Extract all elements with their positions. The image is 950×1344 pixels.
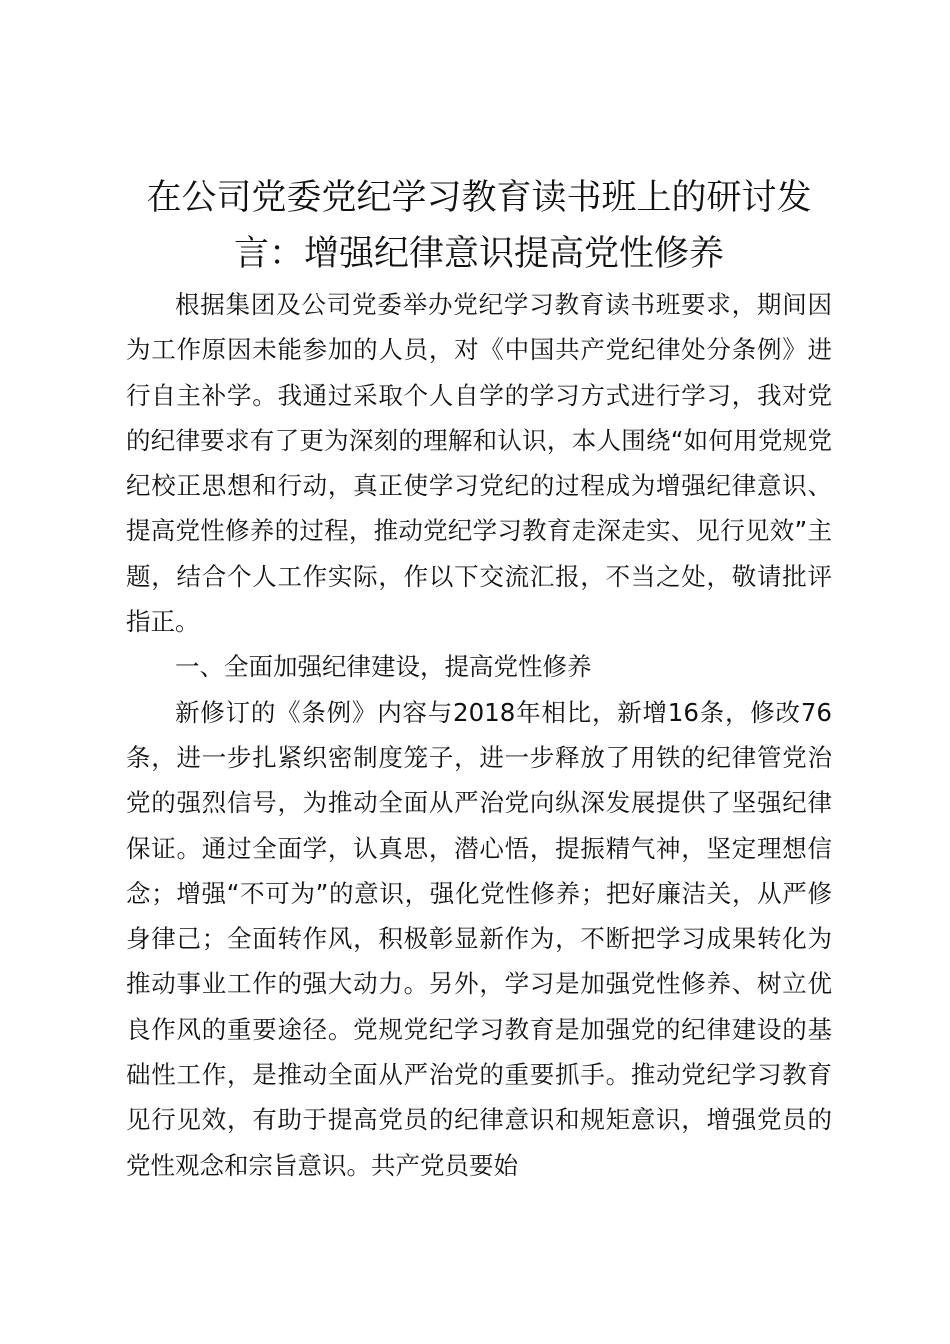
paragraph-intro: 根据集团及公司党委举办党纪学习教育读书班要求，期间因为工作原因未能参加的人员，对《中国共产党纪律处分条例》进行自主补学。我通过采取个人自学的学习方式进行学习，我对党的纪律要求有了更为深刻的理解和认识，本人围绕“如何用党规党纪校正思想和行动，真正使学习党纪的过程成为增强纪律意识、提高党性修养的过程，推动党纪学习教育走深走实、见行见效”主题，结合个人工作实际，作以下交流汇报，不当之处，敬请批评指正。 [126, 290, 832, 637]
document-page [126, 170, 832, 1188]
document-body [126, 282, 832, 1188]
document-title: 在公司党委党纪学习教育读书班上的研讨发言：增强纪律意识提高党性修养 [146, 178, 812, 274]
section-heading-1: 一、全面加强纪律建设，提高党性修养 [175, 652, 592, 682]
paragraph-section-1: 新修订的《条例》内容与2018年相比，新增16条，修改76条，进一步扎紧织密制度笼子，进一步释放了用铁的纪律管党治党的强烈信号，为推动全面从严治党向纵深发展提供了坚强纪律保证。通过全面学，认真思，潜心悟，提振精气神，坚定理想信念；增强“不可为”的意识，强化党性修养；把好廉洁关，从严修身律己；全面转作风，积极彰显新作为，不断把学习成果转化为推动事业工作的强大动力。另外，学习是加强党性修养、树立优良作风的重要途径。党规党纪学习教育是加强党的纪律建设的基础性工作，是推动全面从严治党的重要抓手。推动党纪学习教育见行见效，有助于提高党员的纪律意识和规矩意识，增强党员的党性观念和宗旨意识。共产党员要始 [126, 697, 832, 1180]
